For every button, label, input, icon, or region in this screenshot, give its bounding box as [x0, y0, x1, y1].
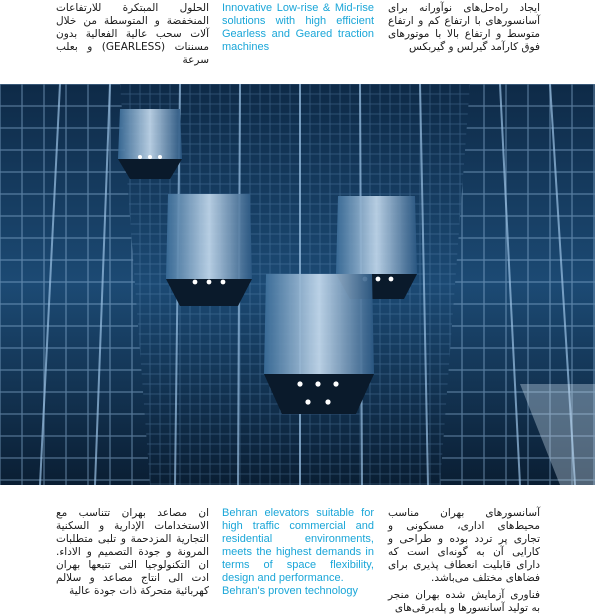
top-persian-text — [388, 2, 540, 54]
bottom-persian-text — [388, 507, 540, 614]
bottom-english-paragraph-1: Behran elevators suitable for high traffic commercial and residential environments, meets the highest demands in terms of space flexibility, design and performance. — [222, 507, 374, 584]
bottom-english-text — [222, 507, 374, 600]
top-english-text — [222, 2, 374, 54]
elevator-cabin-1 — [118, 109, 182, 179]
elevator-cabin-4 — [264, 274, 374, 414]
bottom-arabic-paragraph: ان مصاعد بهران تتناسب مع الاستخدامات الإدارية و السكنية التجارية المزدحمة و تلبى متطلبات المرونة و جودة التصميم و الاداء. ان التكنولوجيا التى تتبعها بهران ادت الى انتاج مصاعد و سلالم كهربائية متحركة ذات جودة عالية — [56, 507, 209, 597]
bottom-english-paragraph-2: Behran's proven technology — [222, 585, 359, 597]
bottom-persian-paragraph-1: آسانسورهای بهران مناسب محیط‌های اداری، مسکونی و تجاری پر تردد بوده و طراحی و کارایی آن به گونه‌ای است که دارای قابلیت انعطاف پذیری برای فضاهای مختلف می‌باشد. — [388, 507, 540, 584]
top-arabic-paragraph: الحلول المبتكرة للارتفاعات المنخفضة و المتوسطة من خلال آلات سحب عالية الفعالية بدون مسننات (GEARLESS) و بعلب سرعة — [56, 2, 209, 66]
top-english-paragraph: Innovative Low-rise & Mid-rise solutions with high efficient Gearless and Geared traction machines — [222, 2, 374, 53]
elevator-cabin-2 — [166, 194, 252, 306]
bottom-arabic-text — [56, 507, 209, 600]
bottom-persian-paragraph-2: فناوری آزمایش شده بهران منجر به تولید آسانسورها و پله‌برقی‌های — [388, 589, 540, 614]
top-persian-paragraph: ایجاد راه‌حل‌های نوآورانه برای آسانسورهای با ارتفاع کم و ارتفاع متوسط و ارتفاع بالا با موتورهای فوق کارآمد گیرلس و گیربکس — [388, 2, 540, 53]
elevator-shaft-photo — [0, 84, 595, 485]
top-arabic-text — [56, 2, 209, 67]
